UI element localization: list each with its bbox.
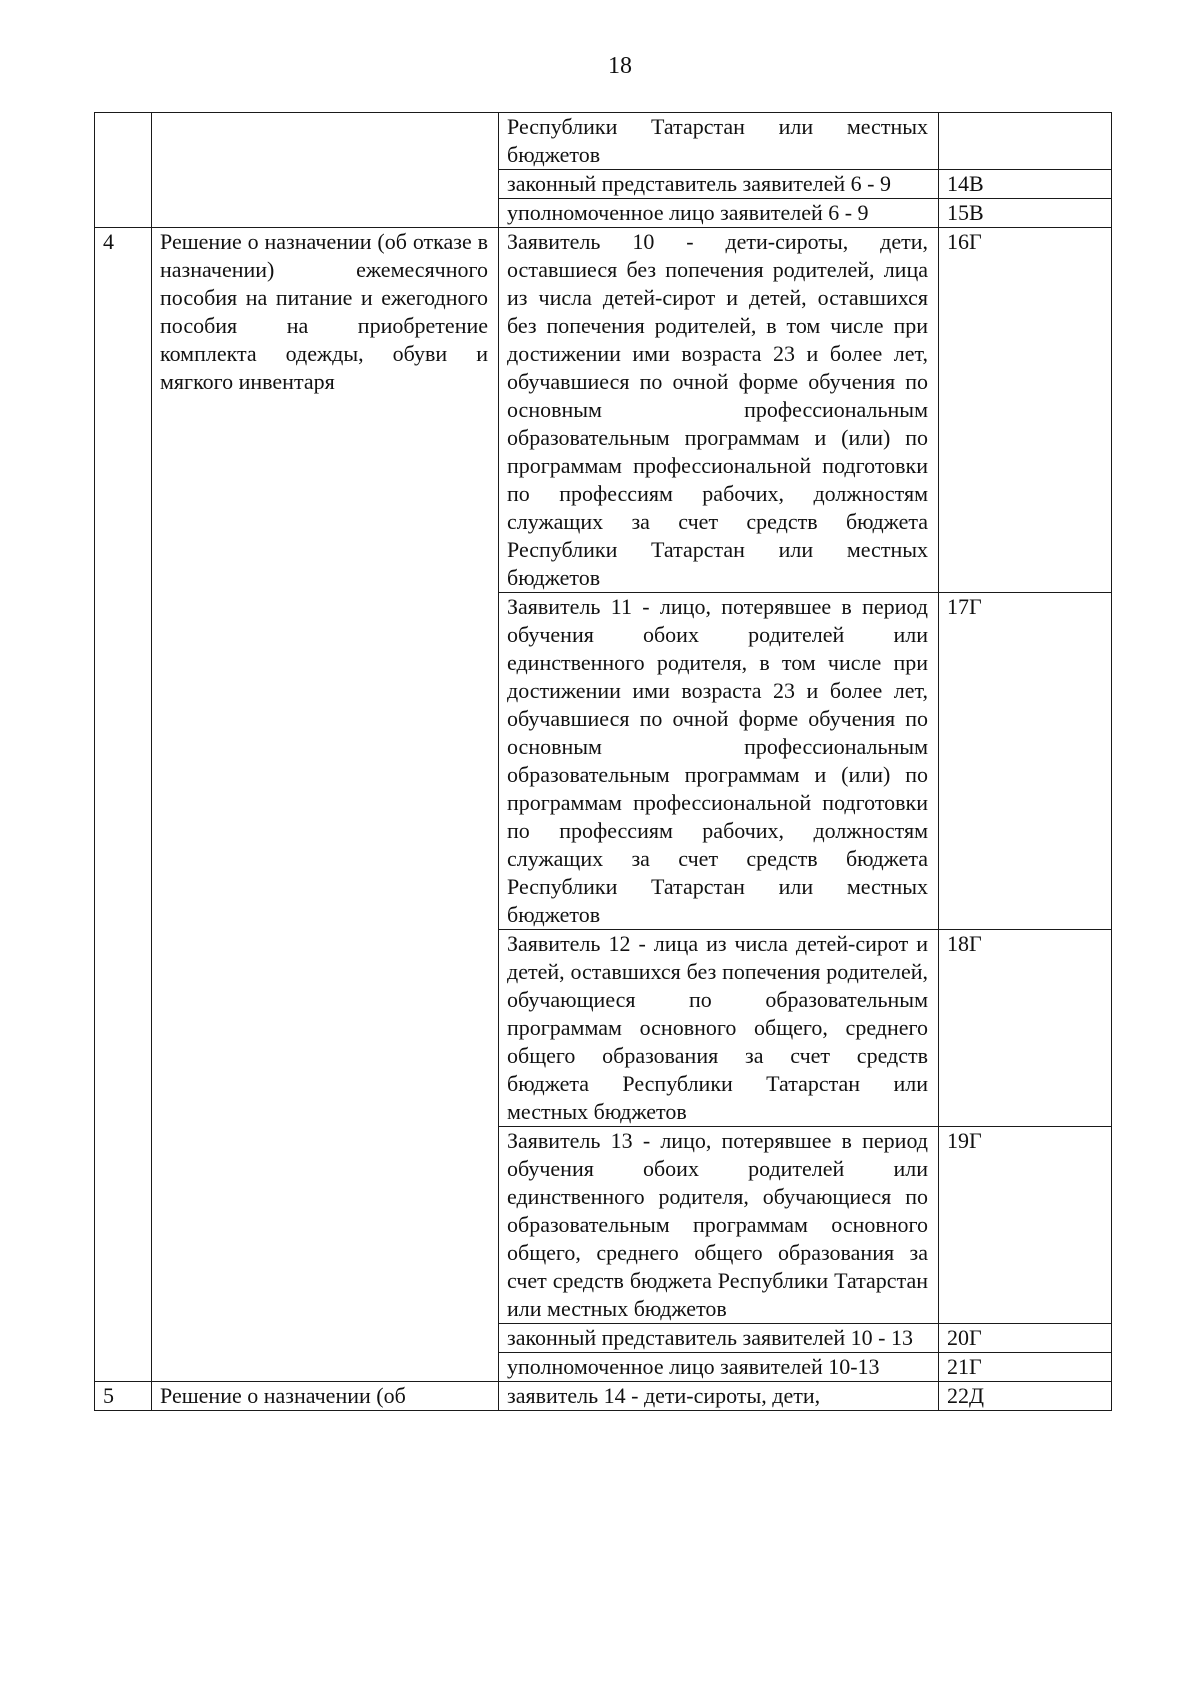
code-cell: 20Г [939,1324,1112,1353]
applicant-cell: законный представитель заявителей 6 - 9 [499,170,939,199]
row-title-cell: Решение о назначении (об [152,1382,499,1411]
applicant-cell: уполномоченное лицо заявителей 6 - 9 [499,199,939,228]
code-cell: 19Г [939,1127,1112,1324]
applicant-cell: Заявитель 13 - лицо, потерявшее в период обучения обоих родителей или единственного родителя, обучающиеся по образовательным программам основного общего, среднего общего образования за счет средств бюджета Республики Татарстан или местных бюджетов [499,1127,939,1324]
code-cell: 17Г [939,593,1112,930]
applicant-cell: Республики Татарстан или местных бюджетов [499,113,939,170]
row-title-cell: Решение о назначении (об отказе в назначении) ежемесячного пособия на питание и ежегодного пособия на приобретение комплекта одежды, обуви и мягкого инвентаря [152,228,499,1382]
code-cell: 18Г [939,930,1112,1127]
code-cell [939,113,1112,170]
code-cell: 14В [939,170,1112,199]
applicant-cell: законный представитель заявителей 10 - 13 [499,1324,939,1353]
applicant-cell: Заявитель 12 - лица из числа детей-сирот и детей, оставшихся без попечения родителей, обучающиеся по образовательным программам основного общего, среднего общего образования за счет средств бюджета Республики Татарстан или местных бюджетов [499,930,939,1127]
code-cell: 16Г [939,228,1112,593]
row-title-cell [152,113,499,228]
table-row [95,1382,1112,1411]
table-row [95,228,1112,593]
document-table [94,112,1112,1411]
applicant-cell: заявитель 14 - дети-сироты, дети, [499,1382,939,1411]
code-cell: 22Д [939,1382,1112,1411]
code-cell: 15В [939,199,1112,228]
code-cell: 21Г [939,1353,1112,1382]
applicant-cell: уполномоченное лицо заявителей 10-13 [499,1353,939,1382]
row-number-cell: 5 [95,1382,152,1411]
row-number-cell: 4 [95,228,152,1382]
row-number-cell [95,113,152,228]
applicant-cell: Заявитель 11 - лицо, потерявшее в период обучения обоих родителей или единственного родителя, в том числе при достижении ими возраста 23 и более лет, обучавшиеся по очной форме обучения по основным профессиональным образовательным программам и (или) по программам профессиональной подготовки по профессиям рабочих, должностям служащих за счет средств бюджета Республики Татарстан или местных бюджетов [499,593,939,930]
applicant-cell: Заявитель 10 - дети-сироты, дети, оставшиеся без попечения родителей, лица из числа детей-сирот и детей, оставшихся без попечения родителей, в том числе при достижении ими возраста 23 и более лет, обучавшиеся по очной форме обучения по основным профессиональным образовательным программам и (или) по программам профессиональной подготовки по профессиям рабочих, должностям служащих за счет средств бюджета Республики Татарстан или местных бюджетов [499,228,939,593]
page-number: 18 [608,53,632,79]
table-row [95,113,1112,170]
